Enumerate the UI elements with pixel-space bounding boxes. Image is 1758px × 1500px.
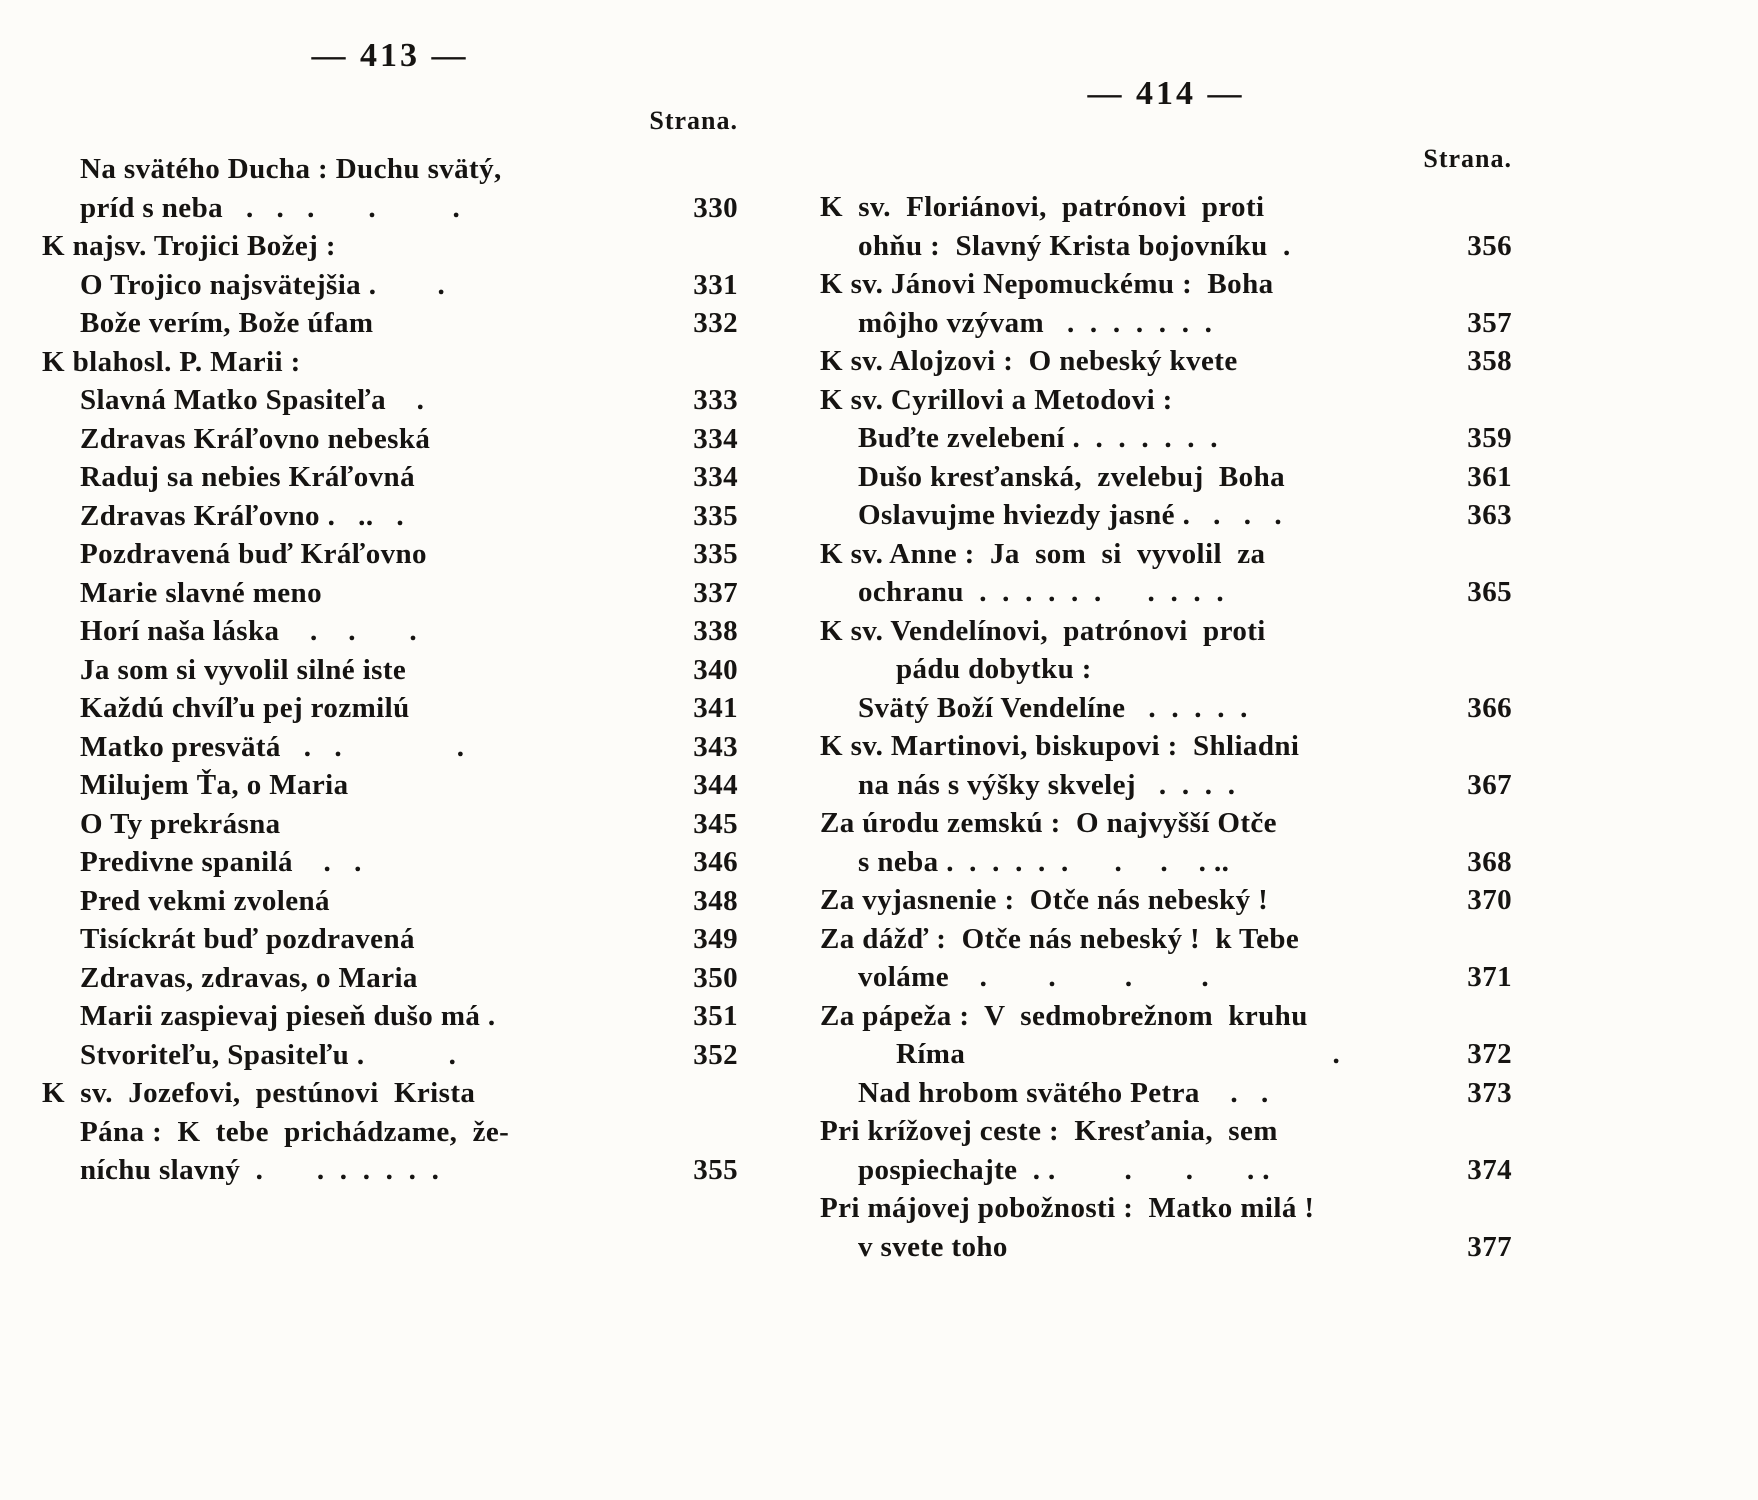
toc-line-page: 366	[1467, 691, 1512, 724]
toc-line	[42, 805, 738, 844]
toc-lines-left	[42, 150, 738, 1190]
toc-line-page: 355	[693, 1154, 738, 1186]
toc-line	[820, 381, 1512, 420]
toc-line	[820, 881, 1512, 920]
toc-line-text: Svätý Boží Vendelíne . . . . .	[858, 691, 1248, 724]
toc-line	[42, 843, 738, 882]
page-number-header-left: — 413 —	[311, 37, 469, 74]
toc-line-text: K sv. Alojzovi : O nebeský kvete	[820, 345, 1238, 377]
toc-line-page: 346	[693, 846, 738, 878]
toc-line-page: 374	[1467, 1153, 1512, 1186]
toc-line-text: Oslavujme hviezdy jasné . . . .	[858, 499, 1283, 531]
toc-line-text: Buďte zvelebení . . . . . . .	[858, 422, 1218, 454]
toc-line-page: 337	[693, 576, 738, 609]
toc-line	[42, 304, 738, 343]
toc-line	[820, 650, 1512, 689]
toc-line	[820, 958, 1512, 997]
page-number-header-right: — 414 —	[1087, 75, 1245, 112]
toc-line	[42, 728, 738, 767]
toc-line-page: 370	[1467, 884, 1512, 916]
toc-line-text: K sv. Jánovi Nepomuckému : Boha	[820, 268, 1274, 300]
toc-line-page: 330	[693, 191, 738, 224]
toc-line	[42, 612, 738, 651]
toc-line	[820, 1074, 1512, 1113]
toc-line-text: Predivne spanilá . .	[80, 846, 362, 878]
toc-line	[42, 882, 738, 921]
toc-line	[42, 1151, 738, 1190]
toc-line-text: Dušo kresťanská, zvelebuj Boha	[858, 460, 1285, 493]
toc-line-text: pádu dobytku :	[896, 653, 1092, 685]
toc-line-text: na nás s výšky skvelej . . . .	[858, 768, 1236, 801]
toc-line-text: Za dážď : Otče nás nebeský ! k Tebe	[820, 922, 1300, 955]
toc-line-page: 341	[693, 692, 738, 724]
toc-line-text: O Ty prekrásna	[80, 807, 281, 840]
toc-line	[42, 343, 738, 382]
toc-line	[820, 496, 1512, 535]
toc-line	[820, 265, 1512, 304]
toc-line	[820, 612, 1512, 651]
toc-line	[42, 189, 738, 228]
toc-line-text: Stvoriteľu, Spasiteľu . .	[80, 1038, 457, 1071]
toc-column-left	[42, 34, 738, 1190]
toc-line-text: K blahosl. P. Marii :	[42, 345, 301, 378]
toc-line	[42, 651, 738, 690]
toc-line-page: 358	[1467, 345, 1512, 377]
toc-line-text: K sv. Vendelínovi, patrónovi proti	[820, 614, 1266, 647]
toc-line-text: Pri krížovej ceste : Kresťania, sem	[820, 1115, 1278, 1147]
toc-line	[42, 920, 738, 959]
toc-line-page: 335	[693, 538, 738, 570]
toc-line-text: níchu slavný . . . . . . .	[80, 1154, 440, 1186]
toc-line-page: 352	[693, 1038, 738, 1071]
toc-line	[42, 959, 738, 998]
toc-line-text: K sv. Floriánovi, patrónovi proti	[820, 191, 1265, 223]
toc-line	[820, 188, 1512, 227]
toc-line	[42, 458, 738, 497]
toc-line-page: 345	[693, 807, 738, 840]
toc-line	[820, 227, 1512, 266]
strana-label-right: Strana.	[1423, 144, 1512, 173]
toc-line-text: Pozdravená buď Kráľovno	[80, 538, 427, 570]
toc-line	[820, 766, 1512, 805]
toc-line	[42, 574, 738, 613]
toc-line-page: 361	[1467, 460, 1512, 493]
toc-line	[820, 1112, 1512, 1151]
toc-line-text: príd s neba . . . . .	[80, 191, 461, 224]
toc-line-text: Tisíckrát buď pozdravená	[80, 923, 415, 955]
toc-line-text: môjho vzývam . . . . . . .	[858, 306, 1213, 339]
toc-line-page: 372	[1467, 1038, 1512, 1070]
toc-line	[42, 497, 738, 536]
toc-line	[820, 1189, 1512, 1228]
toc-line	[42, 1113, 738, 1152]
toc-line-page: 363	[1467, 499, 1512, 531]
toc-line-text: K sv. Jozefovi, pestúnovi Krista	[42, 1077, 476, 1109]
toc-line-text: K sv. Martinovi, biskupovi : Shliadni	[820, 730, 1300, 762]
toc-line	[42, 150, 738, 189]
toc-line-page: 338	[693, 615, 738, 647]
toc-line	[820, 1228, 1512, 1267]
toc-line-text: Zdravas Kráľovno . .. .	[80, 499, 405, 532]
toc-line-text: Bože verím, Bože úfam	[80, 307, 374, 339]
toc-line-text: voláme . . . .	[858, 961, 1210, 993]
toc-line-page: 371	[1467, 961, 1512, 993]
toc-line-text: K najsv. Trojici Božej :	[42, 230, 336, 262]
toc-line	[820, 573, 1512, 612]
toc-line-page: 357	[1467, 306, 1512, 339]
toc-line-text: O Trojico najsvätejšia . .	[80, 268, 446, 301]
toc-line	[820, 727, 1512, 766]
toc-line-page: 333	[693, 384, 738, 416]
toc-line-text: pospiechajte . . . . . .	[858, 1153, 1270, 1186]
toc-line	[820, 997, 1512, 1036]
toc-line-page: 367	[1467, 768, 1512, 801]
toc-line-page: 351	[693, 1000, 738, 1032]
toc-line-page: 368	[1467, 845, 1512, 878]
toc-line	[820, 920, 1512, 959]
toc-line-text: Pána : K tebe prichádzame, že-	[80, 1115, 510, 1148]
toc-line-page: 373	[1467, 1076, 1512, 1109]
toc-line	[820, 458, 1512, 497]
toc-line-text: Za pápeža : V sedmobrežnom kruhu	[820, 999, 1308, 1032]
toc-line-text: s neba . . . . . . . . . ..	[858, 845, 1230, 878]
toc-line-text: Na svätého Ducha : Duchu svätý,	[80, 153, 502, 185]
toc-line-page: 350	[693, 961, 738, 994]
toc-line-text: Za úrodu zemskú : O najvyšší Otče	[820, 807, 1277, 839]
toc-line-text: Slavná Matko Spasiteľa .	[80, 384, 425, 416]
toc-line-page: 349	[693, 923, 738, 955]
toc-line-page: 344	[693, 769, 738, 801]
strana-label-left: Strana.	[649, 106, 738, 135]
toc-line-text: Zdravas, zdravas, o Maria	[80, 961, 418, 994]
toc-line-text: Raduj sa nebies Kráľovná	[80, 461, 415, 493]
toc-line-page: 359	[1467, 422, 1512, 454]
toc-line-page: 334	[693, 461, 738, 493]
toc-line	[42, 535, 738, 574]
toc-line	[42, 266, 738, 305]
toc-line	[820, 535, 1512, 574]
toc-line-text: ohňu : Slavný Krista bojovníku .	[858, 229, 1291, 262]
toc-line-page: 332	[693, 307, 738, 339]
toc-line	[820, 843, 1512, 882]
toc-line-page: 348	[693, 884, 738, 917]
toc-line	[42, 381, 738, 420]
toc-line-text: Za vyjasnenie : Otče nás nebeský !	[820, 884, 1269, 916]
toc-line-text: K sv. Cyrillovi a Metodovi :	[820, 383, 1173, 416]
toc-line-page: 335	[693, 499, 738, 532]
toc-line-text: Marii zaspievaj pieseň dušo má .	[80, 1000, 496, 1032]
toc-line-text: Horí naša láska . . .	[80, 615, 418, 647]
toc-line-text: Pri májovej pobožnosti : Matko milá !	[820, 1192, 1315, 1224]
toc-line-page: 356	[1467, 229, 1512, 262]
toc-line-text: v svete toho	[858, 1230, 1008, 1263]
toc-line-text: ochranu . . . . . . . . . .	[858, 576, 1225, 608]
toc-line	[42, 227, 738, 266]
toc-line	[820, 1151, 1512, 1190]
toc-line	[820, 342, 1512, 381]
toc-line-text: K sv. Anne : Ja som si vyvolil za	[820, 537, 1266, 570]
toc-line-page: 331	[693, 268, 738, 301]
toc-line-text: Ríma .	[896, 1038, 1341, 1070]
toc-line-text: Nad hrobom svätého Petra . .	[858, 1076, 1269, 1109]
toc-line	[42, 420, 738, 459]
toc-line-text: Zdravas Kráľovno nebeská	[80, 422, 431, 455]
toc-line	[820, 304, 1512, 343]
toc-line-page: 343	[693, 730, 738, 763]
toc-line	[42, 997, 738, 1036]
toc-line-page: 340	[693, 653, 738, 686]
toc-line	[42, 1074, 738, 1113]
toc-line-text: Marie slavné meno	[80, 576, 322, 609]
toc-line-text: Každú chvíľu pej rozmilú	[80, 692, 410, 724]
toc-line-text: Pred vekmi zvolená	[80, 884, 330, 917]
toc-line-page: 377	[1467, 1230, 1512, 1263]
toc-line-text: Ja som si vyvolil silné iste	[80, 653, 407, 686]
toc-line	[820, 804, 1512, 843]
toc-lines-right	[820, 188, 1512, 1266]
toc-line	[42, 689, 738, 728]
toc-line-text: Milujem Ťa, o Maria	[80, 769, 349, 801]
toc-line	[42, 766, 738, 805]
toc-line	[42, 1036, 738, 1075]
toc-line	[820, 689, 1512, 728]
toc-column-right	[820, 72, 1512, 1266]
toc-line-page: 334	[693, 422, 738, 455]
toc-line-page: 365	[1467, 576, 1512, 608]
toc-line	[820, 419, 1512, 458]
toc-line	[820, 1035, 1512, 1074]
toc-line-text: Matko presvätá . . .	[80, 730, 465, 763]
